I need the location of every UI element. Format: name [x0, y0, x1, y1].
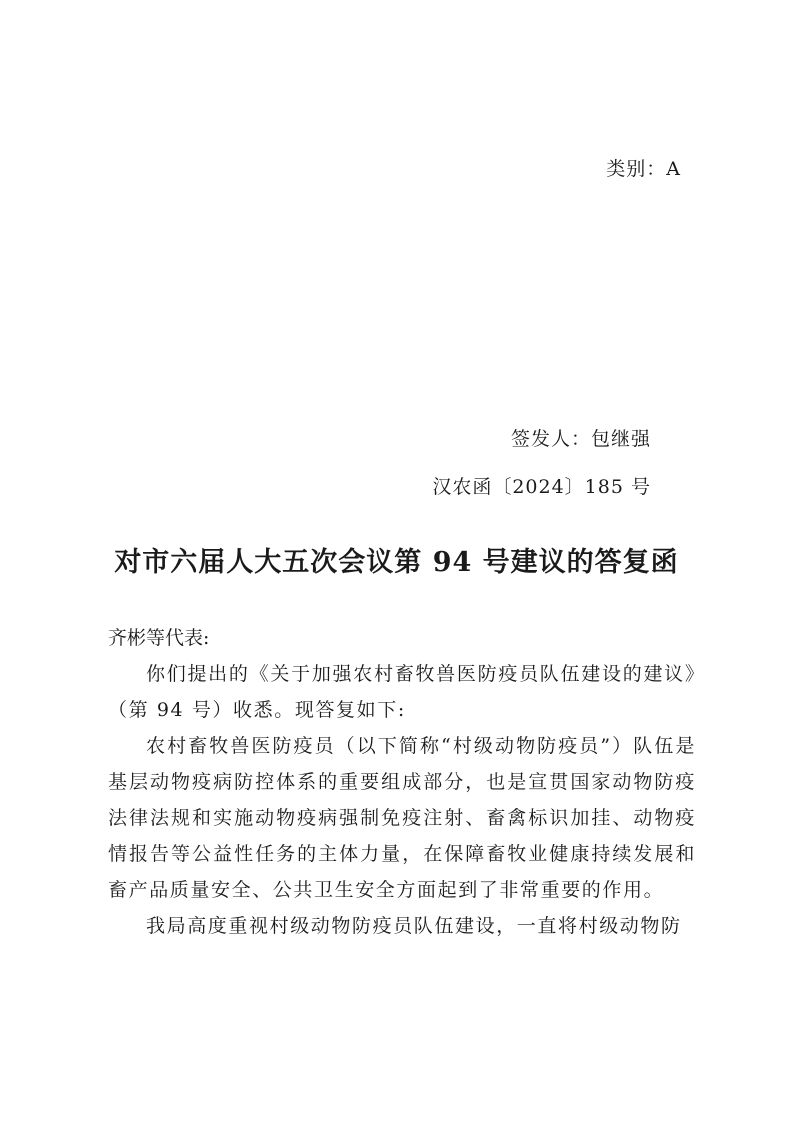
paragraph: 我局高度重视村级动物防疫员队伍建设，一直将村级动物防	[146, 915, 682, 937]
signer-label: 签发人：包继强	[510, 428, 651, 450]
paragraph: 农村畜牧兽医防疫员（以下简称“村级动物防疫员”）队伍是基层动物疫病防控体系的重要组成部分，也是宣贯国家动物防疫法律法规和实施动物疫病强制免疫注射、畜禽标识加挂、动物疫情报告等公益性任务的主体力量，在保障畜牧业健康持续发展和畜产品质量安全、公共卫生安全方面起到了非常重要的作用。	[108, 735, 696, 901]
category-label: 类别：A	[606, 158, 681, 180]
salutation: 齐彬等代表:	[108, 627, 210, 649]
document-title: 对市六届人大五次会议第 94 号建议的答复函	[114, 547, 679, 578]
paragraph: 你们提出的《关于加强农村畜牧兽医防疫员队伍建设的建议》（第 94 号）收悉。现答复如下:	[108, 663, 696, 721]
document-body	[108, 620, 696, 944]
document-number: 汉农函〔2024〕185 号	[432, 476, 651, 498]
